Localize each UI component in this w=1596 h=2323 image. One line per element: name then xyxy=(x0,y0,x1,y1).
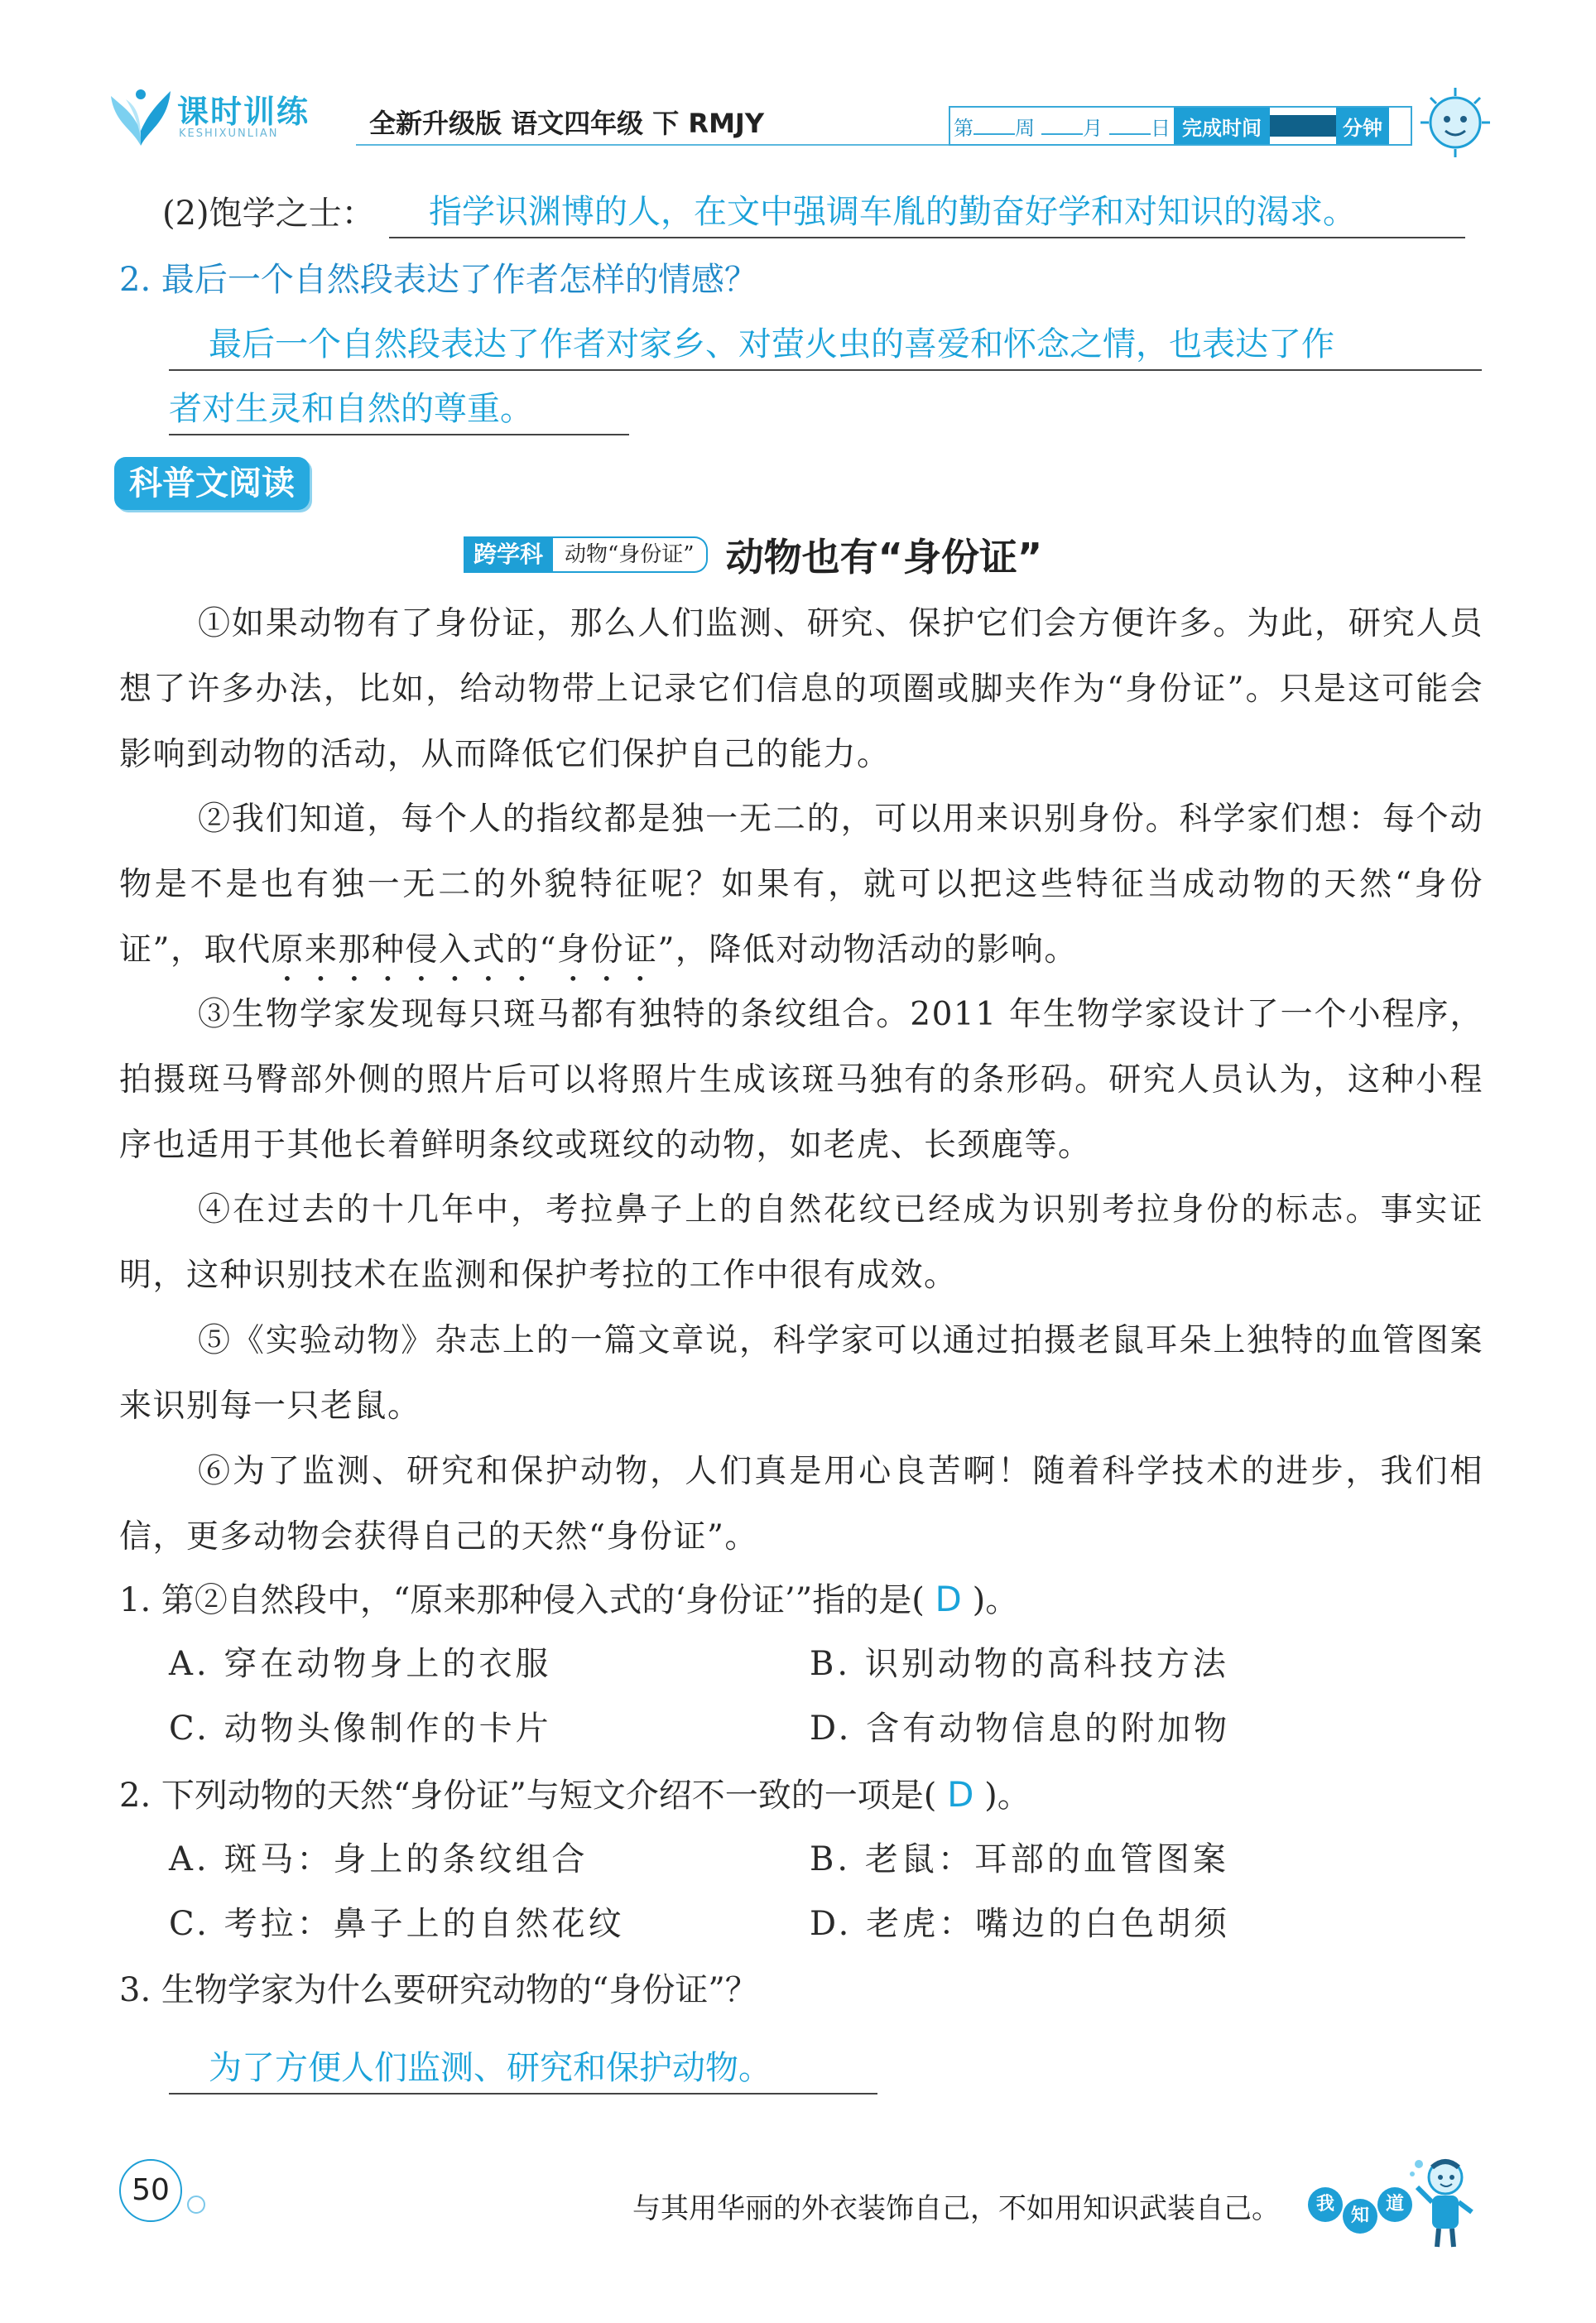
time-label: 完成时间 xyxy=(1174,108,1270,144)
prev-q3-answer-line1: 最后一个自然段表达了作者对家乡、对萤火虫的喜爱和怀念之情，也表达了作 xyxy=(209,325,1334,363)
month-blank[interactable] xyxy=(1041,117,1083,135)
section-badge: 科普文阅读 xyxy=(114,457,310,510)
p2-rest: ”，降低对动物活动的影响。 xyxy=(657,931,1078,969)
q1-option-b[interactable]: B. 识别动物的高科技方法 xyxy=(810,1645,1229,1683)
cross-subject-tag: 跨学科 xyxy=(464,536,553,573)
page-number: 50 xyxy=(119,2159,182,2222)
footer-quote: 与其用华丽的外衣装饰自己，不如用知识武装自己。 xyxy=(632,2192,1280,2225)
article-paragraph-5: ⑤《实验动物》杂志上的一篇文章说，科学家可以通过拍摄老鼠耳朵上独特的血管图案来识别每一只老鼠。 xyxy=(119,1322,1483,1425)
q2-option-d[interactable]: D. 老虎：嘴边的白色胡须 xyxy=(810,1905,1231,1943)
week-label: 周 xyxy=(1015,116,1035,140)
q1-option-d[interactable]: D. 含有动物信息的附加物 xyxy=(810,1710,1231,1748)
prev-q3-label: 2. 最后一个自然段表达了作者怎样的情感？ xyxy=(119,261,757,299)
time-blank[interactable] xyxy=(1270,115,1336,137)
article-paragraph-2 xyxy=(119,786,1483,988)
dotted-phrase: 原来那种侵入式的 xyxy=(271,931,540,969)
q2-answer[interactable]: D xyxy=(947,1774,974,1815)
prev-q3-answer-line2: 者对生灵和自然的尊重。 xyxy=(169,390,533,428)
q1-option-c[interactable]: C. 动物头像制作的卡片 xyxy=(169,1710,552,1748)
book-title: 全新升级版 语文四年级 下 RMJY xyxy=(369,108,764,139)
article-paragraph-6: ⑥为了监测、研究和保护动物，人们真是用心良苦啊！随着科学技术的进步，我们相信，更多动物会获得自己的天然“身份证”。 xyxy=(119,1453,1483,1556)
footer-badge-zhi: 知 xyxy=(1343,2199,1377,2234)
article-title: 动物也有“身份证” xyxy=(725,535,1043,580)
article-paragraph-3: ③生物学家发现每只斑马都有独特的条纹组合。2011 年生物学家设计了一个小程序，拍摄斑马臀部外侧的照片后可以将照片生成该斑马独有的条形码。研究人员认为，这种小程序也适用于其他长着鲜明条纹或斑纹的动物，如老虎、长颈鹿等。 xyxy=(119,996,1483,1164)
q2-option-a[interactable]: A. 斑马：身上的条纹组合 xyxy=(169,1840,589,1878)
sun-mascot-icon xyxy=(1416,84,1495,159)
article-paragraph-4: ④在过去的十几年中，考拉鼻子上的自然花纹已经成为识别考拉身份的标志。事实证明，这种识别技术在监测和保护考拉的工作中很有成效。 xyxy=(119,1191,1483,1294)
q1-stem-end: )。 xyxy=(972,1581,1019,1619)
logo-title: 课时训练 xyxy=(177,94,310,130)
q1-option-a[interactable]: A. 穿在动物身上的衣服 xyxy=(169,1645,552,1683)
week-prefix-label: 第 xyxy=(954,116,973,140)
week-blank[interactable] xyxy=(973,117,1015,135)
answer-underline xyxy=(169,369,1482,371)
header-underline xyxy=(356,144,1035,146)
article-paragraph-1: ①如果动物有了身份证，那么人们监测、研究、保护它们会方便许多。为此，研究人员想了许多办法，比如，给动物带上记录它们信息的项圈或脚夹作为“身份证”。只是这可能会影响到动物的活动，从而降低它们保护自己的能力。 xyxy=(119,605,1483,773)
page-header xyxy=(108,79,1498,162)
boy-mascot-icon xyxy=(1407,2152,1482,2252)
prev-q2-label: (2)饱学之士： xyxy=(162,195,375,233)
time-unit: 分钟 xyxy=(1336,108,1389,144)
p2-text: ②我们知道，每个人的指纹都是独一无二的，可以用来识别身份。科学家们想：每个动物是不是也有独一无二的外貌特征呢？如果有，就可以把这些特征当成动物的天然“身份证”，取代 xyxy=(119,801,1483,969)
question-3: 3. 生物学家为什么要研究动物的“身份证”？ xyxy=(119,1971,758,2009)
answer-underline xyxy=(169,434,629,435)
question-2 xyxy=(119,1772,1031,1819)
footer-badge-wo: 我 xyxy=(1308,2187,1343,2222)
day-blank[interactable] xyxy=(1109,117,1151,135)
q3-answer[interactable]: 为了方便人们监测、研究和保护动物。 xyxy=(209,2049,772,2087)
wing-logo-icon xyxy=(108,79,174,149)
q2-option-b[interactable]: B. 老鼠：耳部的血管图案 xyxy=(810,1840,1229,1878)
month-label: 月 xyxy=(1083,116,1103,140)
footer-badge-dao: 道 xyxy=(1377,2187,1412,2222)
date-week xyxy=(950,112,1038,141)
q1-stem: 1. 第②自然段中，“原来那种侵入式的‘身份证’”指的是( xyxy=(119,1581,925,1619)
dotted-phrase: 身份证 xyxy=(556,931,658,969)
logo-pinyin: KESHIXUNLIAN xyxy=(179,127,279,140)
q2-option-c[interactable]: C. 考拉：鼻子上的自然花纹 xyxy=(169,1905,625,1943)
q2-stem-end: )。 xyxy=(984,1777,1031,1815)
page-dot-icon xyxy=(187,2196,205,2214)
q2-stem: 2. 下列动物的天然“身份证”与短文介绍不一致的一项是( xyxy=(119,1777,937,1815)
date-box xyxy=(949,106,1412,146)
answer-underline xyxy=(389,237,1465,238)
answer-underline xyxy=(169,2093,877,2095)
day-label: 日 xyxy=(1151,116,1171,140)
p2-quote-open: “ xyxy=(539,931,557,969)
date-month xyxy=(1038,112,1106,141)
date-day xyxy=(1106,112,1174,141)
q1-answer[interactable]: D xyxy=(935,1579,962,1619)
topic-tag: 动物“身份证” xyxy=(553,536,708,573)
prev-q2-answer: 指学识渊博的人，在文中强调车胤的勤奋好学和对知识的渴求。 xyxy=(429,193,1356,231)
article-title-row xyxy=(464,530,1042,580)
question-1 xyxy=(119,1576,1018,1623)
